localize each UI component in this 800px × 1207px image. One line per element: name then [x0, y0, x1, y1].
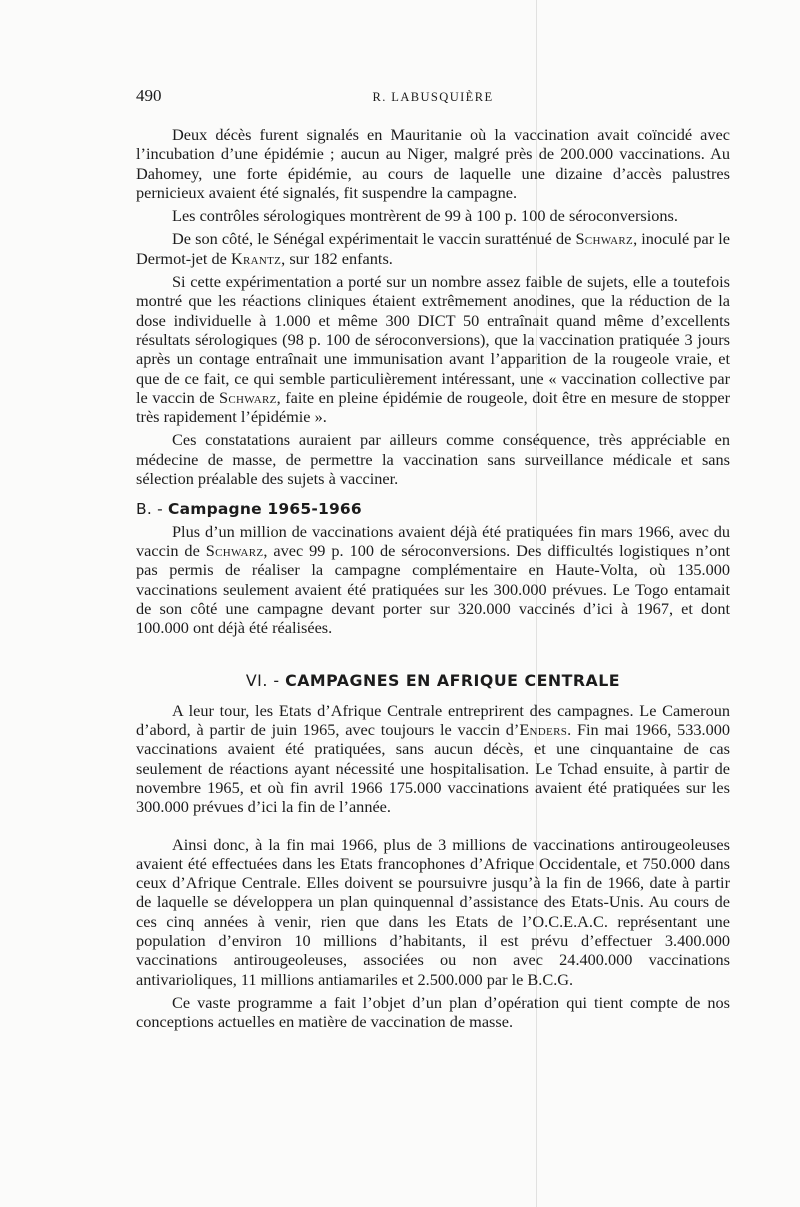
subsection-heading: B. - Campagne 1965-1966: [136, 500, 362, 519]
page-number: 490: [136, 86, 162, 105]
page-header: [136, 86, 730, 110]
paragraph: Ces constatations auraient par ailleurs comme conséquence, très appréciable en médecine de masse, de permettre la vaccination sans surveillance médicale et sans sélection préalable des sujets à vacciner.: [136, 430, 730, 489]
page-body: [136, 125, 730, 1035]
author-name: Schwarz: [575, 229, 634, 249]
running-title: R. LABUSQUIÈRE: [372, 90, 494, 104]
author-name: Krantz: [230, 248, 282, 268]
paragraph: Plus d’un million de vaccinations avaient déjà été pratiquées fin mars 1966, avec du vaccin de Schwarz, avec 99 p. 100 de séroconversions. Des difficultés logistiques n’ont pas permis de réaliser la campagne complémentaire en Haute-Volta, où 135.000 vaccinations seulement avaient été pratiquées sur les 300.000 prévues. Le Togo entamait de son côté une campagne devant porter sur 320.000 vaccinés d’ici à 1967, et dont 100.000 ont déjà été réalisées.: [136, 521, 730, 638]
section-heading: VI. - CAMPAGNES EN AFRIQUE CENTRALE: [245, 671, 621, 691]
paragraph: A leur tour, les Etats d’Afrique Centrale entreprirent des campagnes. Le Cameroun d’abord, à partir de juin 1965, avec toujours le vaccin d’Enders. Fin mai 1966, 533.000 vaccinations avaient été pratiquées, sans aucun décès, et une cinquantaine de cas seulement de réactions ayant nécessité une hospitalisation. Le Tchad ensuite, à partir de novembre 1965, et où fin avril 1966 175.000 vaccinations avaient été pratiquées sur les 300.000 prévues d’ici la fin de l’année.: [136, 700, 730, 817]
author-name: Enders: [519, 720, 568, 740]
paragraph: Les contrôles sérologiques montrèrent de 99 à 100 p. 100 de séroconversions.: [172, 206, 678, 226]
paragraph: De son côté, le Sénégal expérimentait le vaccin suratténué de Schwarz, inoculé par le Dermot-jet de Krantz, sur 182 enfants.: [136, 229, 730, 268]
paragraph: Ce vaste programme a fait l’objet d’un plan d’opération qui tient compte de nos conceptions actuelles en matière de vaccination de masse.: [136, 992, 730, 1032]
paragraph: Deux décès furent signalés en Mauritanie où la vaccination avait coïncidé avec l’incubation d’une épidémie ; aucun au Niger, malgré près de 200.000 vaccinations. Au Dahomey, une forte épidémie, au cours de laquelle une dizaine d’accès palustres pernicieux avaient été signalés, fit suspendre la campagne.: [136, 125, 730, 202]
paragraph: Ainsi donc, à la fin mai 1966, plus de 3 millions de vaccinations antirougeoleuses avaient été effectuées dans les Etats francophones d’Afrique Occidentale, et 750.000 dans ceux d’Afrique Centrale. Elles doivent se poursuivre jusqu’à la fin de 1966, date à partir de laquelle se développera un plan quinquennal d’assistance des Etats-Unis. Au cours de ces cinq années à venir, rien que dans les Etats de l’O.C.E.A.C. représentant une population d’environ 10 millions d’habitants, il est prévu d’effectuer 3.400.000 vaccinations antirougeoleuses, associées ou non avec 24.400.000 vaccinations antivarioliques, 11 millions antiamariles et 2.500.000 par le B.C.G.: [136, 834, 730, 989]
author-name: Schwarz: [219, 387, 277, 407]
spacer: [136, 821, 730, 835]
paragraph: Si cette expérimentation a porté sur un nombre assez faible de sujets, elle a toutefois montré que les réactions cliniques étaient extrêmement anodines, que la réduction de la dose individuelle à 1.000 et même 300 DICT 50 entraînait quand même d’excellents résultats sérologiques (98 p. 100 de séroconversions), que la vaccination pratiquée 3 jours après un contage entraînait une immunisation avant l’apparition de la rougeole vraie, et que de ce fait, ce qui semble particulièrement intéressant, une « vaccination collective par le vaccin de Schwarz, faite en pleine épidémie de rougeole, doit être en mesure de stopper très rapidement l’épidémie ».: [136, 272, 731, 427]
author-name: Schwarz: [205, 540, 264, 560]
